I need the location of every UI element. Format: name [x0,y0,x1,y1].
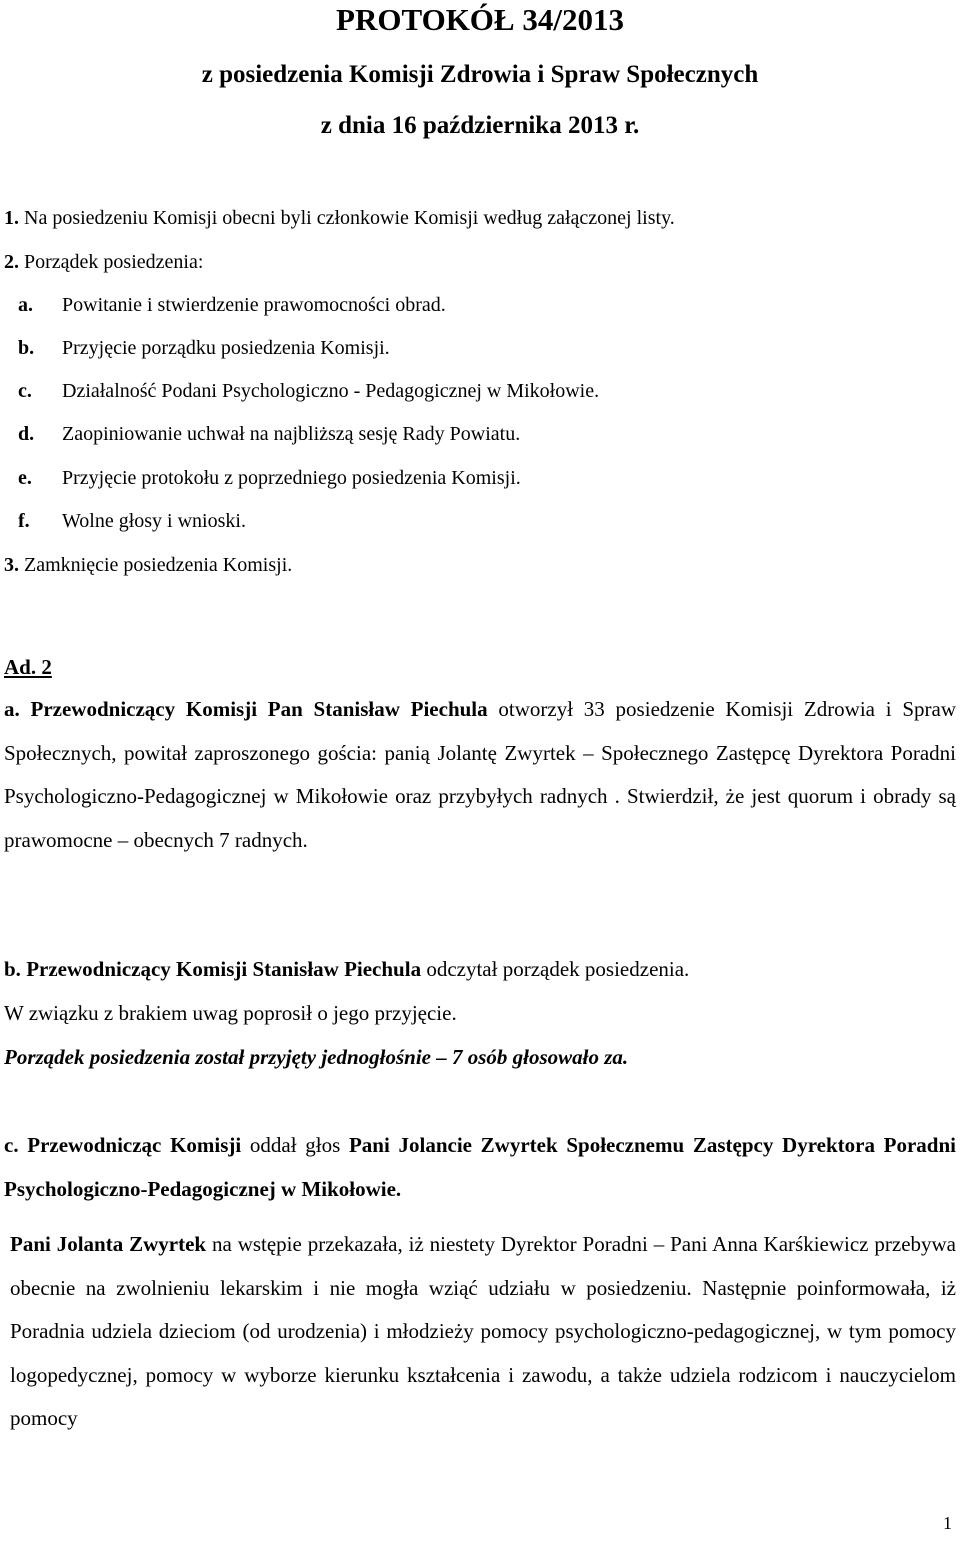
chairman-name: Przewodniczący Komisji Stanisław Piechula [20,957,422,981]
paragraph-text: oddał głos [241,1133,349,1157]
agenda-subitem [18,293,446,317]
paragraph-c [4,1124,956,1211]
agenda-subitem-text: Przyjęcie porządku posiedzenia Komisji. [62,337,390,359]
agenda-item-text: Porządek posiedzenia: [19,251,204,273]
agenda-subitem-text: Działalność Podani Psychologiczno - Pedagogicznej w Mikołowie. [62,380,600,402]
agenda-subitem-text: Przyjęcie protokołu z poprzedniego posiedzenia Komisji. [62,467,521,489]
agenda-subitem-letter: a. [18,294,33,316]
paragraph-label: c. [4,1133,19,1157]
paragraph-text: otworzył 33 posiedzenie Komisji Zdrowia i Spraw Społecznych, powitał zaproszonego gościa: panią Jolantę Zwyrtek – Społecznego Zastępcę Dyrektora Poradni Psychologiczno-Pedagogicznej w Mikołowie oraz przybyłych radnych . Stwierdził, że jest quorum i obrady są prawomocne – obecnych 7 radnych. [4,697,956,852]
agenda-item-3 [4,553,292,577]
agenda-subitem-text: Powitanie i stwierdzenie prawomocności obrad. [62,294,446,316]
speech-text: na wstępie przekazała, iż niestety Dyrektor Poradni – Pani Anna Karśkiewicz przebywa obecnie na zwolnieniu lekarskim i nie mogła wziąć udziału w posiedzeniu. Następnie poinformowała, iż Poradnia udziela dzieciom (od urodzenia) i młodzieży pomocy psychologiczno-pedagogicznej, w tym pomocy logopedycznej, pomocy w wyborze kierunku kształcenia i zawodu, a także udziela rodzicom i nauczycielom pomocy [10,1232,957,1430]
agenda-subitem-text: Zaopiniowanie uchwał na najbliższą sesję Rady Powiatu. [62,423,521,445]
agenda-subitem [18,466,521,490]
agenda-subitem-letter: e. [18,467,32,489]
agenda-subitem-text: Wolne głosy i wnioski. [62,510,246,532]
agenda-subitem [18,509,246,533]
chairman-name: Przewodnicząc Komisji [18,1133,242,1157]
guest-name: Pani Jolancie Zwyrtek Społecznemu Zastępcy Dyrektora Poradni Psychologiczno-Pedagogicznej w Mikołowie. [4,1133,956,1201]
paragraph-a [4,688,956,862]
agenda-subitem-letter: f. [18,510,30,532]
paragraph-b-line2: W związku z brakiem uwag poprosił o jego przyjęcie. [4,1001,457,1025]
vote-result: Porządek posiedzenia został przyjęty jednogłośnie – 7 osób głosowało za. [4,1045,629,1069]
agenda-item-number: 1. [4,207,19,229]
document-date: z dnia 16 października 2013 r. [320,112,640,139]
document-subtitle: z posiedzenia Komisji Zdrowia i Spraw Społecznych [201,61,759,88]
chairman-name: Przewodniczący Komisji Pan Stanisław Piechula [19,697,488,721]
agenda-item-2 [4,250,203,274]
paragraph-b [4,948,956,992]
agenda-subitem [18,422,520,446]
paragraph-label: b. [4,957,21,981]
agenda-subitem-letter: b. [18,337,35,359]
agenda-item-number: 2. [4,251,19,273]
agenda-subitem-letter: c. [18,380,32,402]
agenda-item-text: Na posiedzeniu Komisji obecni byli członkowie Komisji według załączonej listy. [19,207,675,229]
agenda-subitem [18,379,599,403]
section-heading: Ad. 2 [4,655,52,679]
agenda-subitem-letter: d. [18,423,35,445]
page-number: 1 [943,1513,952,1533]
paragraph-text: odczytał porządek posiedzenia. [421,957,690,981]
agenda-item-number: 3. [4,554,19,576]
paragraph-speech [10,1223,956,1441]
agenda-item-1 [4,206,675,230]
speaker-name: Pani Jolanta Zwyrtek [10,1232,207,1256]
document-title: PROTOKÓŁ 34/2013 [336,2,624,37]
agenda-item-text: Zamknięcie posiedzenia Komisji. [19,554,293,576]
agenda-subitem [18,336,390,360]
paragraph-label: a. [4,697,20,721]
